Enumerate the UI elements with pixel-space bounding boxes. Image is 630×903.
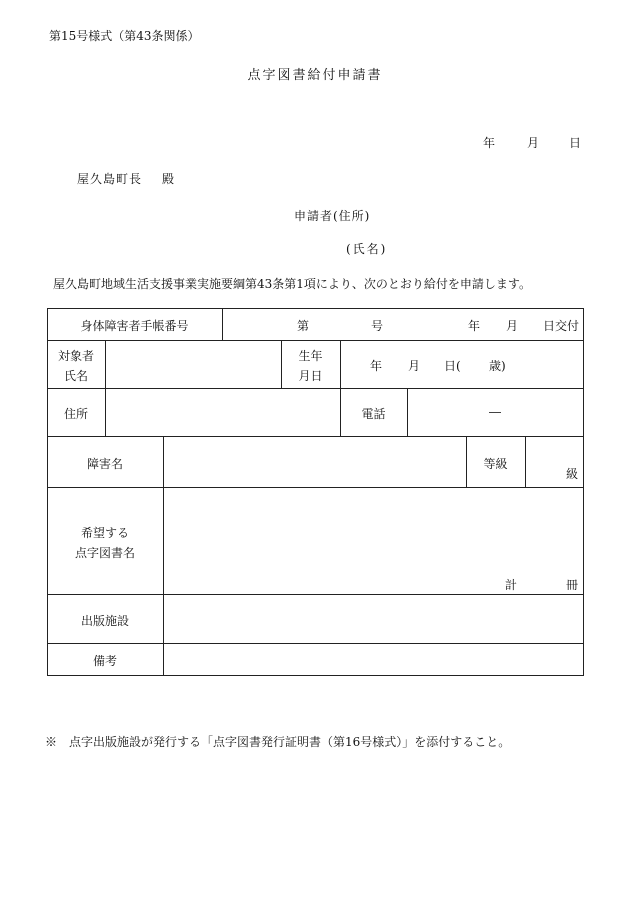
birth-month-label: 月: [408, 359, 421, 373]
application-form-table: [47, 308, 584, 676]
address-field[interactable]: [106, 389, 340, 436]
phone-field[interactable]: ―: [489, 405, 501, 419]
date-month-label: 月: [527, 136, 540, 150]
address-label: 住所: [63, 407, 88, 421]
desired-book-field[interactable]: [164, 488, 583, 594]
age-label: 歳): [489, 359, 506, 373]
disability-certificate-number-label: 身体障害者手帳番号: [80, 319, 189, 333]
disability-name-field[interactable]: [164, 437, 466, 487]
certificate-issued-label: 日交付: [543, 319, 580, 333]
certificate-year-label: 年: [468, 319, 481, 333]
certificate-gou-label: 号: [371, 319, 384, 333]
col-divider: [340, 340, 341, 437]
certificate-number-field[interactable]: [223, 309, 583, 340]
remarks-label: 備考: [92, 654, 117, 668]
grade-label: 等級: [483, 457, 508, 471]
remarks-field[interactable]: [164, 644, 583, 675]
table-border-right: [583, 308, 584, 676]
phone-label: 電話: [361, 407, 386, 421]
birthdate-label-line2: 月日: [298, 369, 323, 383]
form-number: 第15号様式（第43条関係）: [49, 29, 200, 43]
grade-unit-label: 級: [566, 467, 579, 481]
addressee: 屋久島町長: [77, 172, 143, 186]
applicant-address-label: 申請者(住所): [294, 209, 371, 223]
addressee-honorific: 殿: [162, 172, 175, 186]
total-label: 計: [505, 578, 518, 592]
certificate-month-label: 月: [506, 319, 519, 333]
birth-year-label: 年: [370, 359, 383, 373]
subject-label-line2: 氏名: [63, 369, 88, 383]
birthdate-label-line1: 生年: [298, 349, 323, 363]
disability-name-label: 障害名: [86, 457, 123, 471]
date-year-label: 年: [483, 136, 496, 150]
certificate-dai-label: 第: [297, 319, 310, 333]
table-border-bottom: [47, 675, 584, 676]
publishing-facility-field[interactable]: [164, 595, 583, 643]
document-title: 点字図書給付申請書: [247, 68, 383, 83]
intro-text: 屋久島町地域生活支援事業実施要綱第43条第1項により、次のとおり給付を申請します。: [53, 277, 531, 291]
desired-book-label-line2: 点字図書名: [74, 546, 135, 560]
birth-day-label: 日(: [444, 359, 461, 373]
date-day-label: 日: [569, 136, 582, 150]
col-divider: [525, 436, 526, 488]
publishing-facility-label: 出版施設: [80, 614, 129, 628]
volume-unit-label: 冊: [566, 578, 579, 592]
attachment-note: ※ 点字出版施設が発行する「点字図書発行証明書（第16号様式）」を添付すること。: [45, 735, 511, 749]
desired-book-label-line1: 希望する: [80, 526, 129, 540]
subject-label-line1: 対象者: [57, 349, 94, 363]
applicant-name-label: (氏名): [346, 242, 388, 256]
subject-name-field[interactable]: [106, 341, 281, 388]
